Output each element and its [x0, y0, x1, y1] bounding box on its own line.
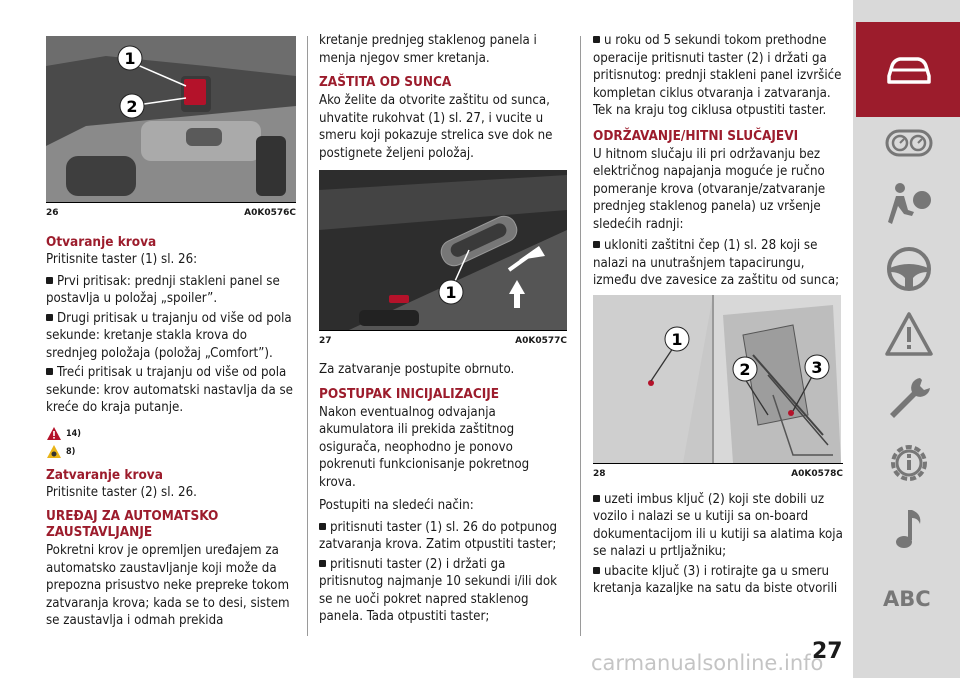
paragraph: Za zatvaranje postupite obrnuto. [319, 362, 515, 377]
column-divider [307, 36, 308, 636]
airbag-icon[interactable] [884, 180, 934, 230]
bullet-item [46, 273, 296, 308]
figure-26 [46, 36, 296, 202]
bullet-item [593, 237, 843, 290]
warning-icon[interactable] [884, 310, 934, 360]
figure-number: 28 [593, 468, 606, 479]
bullet-text: ubacite ključ (3) i rotirajte ga u smeru kretanja kazaljke na satu da biste otvorili [593, 563, 838, 596]
paragraph: Pokretni krov je opremljen uređajem za automatsko zaustavljanje koji može da prepozna prisustvo neke prepreke tokom zatvaranja krova; kada se to desi, sistem se zaustavlja i odmah prekida [46, 543, 290, 628]
paragraph: Nakon eventualnog odvajanja akumulatora ili prekida zaštitnog osigurača, neophodno je ponovo pokrenuti funkcionisanje pokretnog krova. [319, 404, 530, 490]
heading-auto-stop-device: UREĐAJ ZA AUTOMATSKO ZAUSTAVLJANJE [46, 508, 219, 540]
callout: 1 [445, 283, 457, 302]
heading-open-roof: Otvaranje krova [46, 234, 157, 250]
paragraph: Ako želite da otvorite zaštitu od sunca, uhvatite rukohvat (1) sl. 27, i vucite u smeru koji pokazuje strelica sve dok ne postignete željeni položaj. [319, 93, 553, 161]
bullet-text: uzeti imbus ključ (2) koji ste dobili uz vozilo i nalazi se u kutiji sa on-board dokumentacijom ili u kutiji sa alatima koja se nalazi u prtljažniku; [593, 491, 843, 559]
column-2 [319, 32, 567, 626]
warning-ref-number: 14) [66, 428, 81, 439]
figure-28 [593, 295, 841, 463]
dashboard-icon[interactable] [884, 118, 934, 168]
caution-ref [46, 443, 296, 461]
paragraph: Pritisnite taster (1) sl. 26: [46, 252, 198, 267]
bullet-item [46, 364, 296, 417]
callout: 2 [126, 97, 138, 116]
bullet-text: pritisnuti taster (2) i držati ga pritisnutog najmanje 10 sekundi i/ili dok se ne uoči pokret napred staklenog panela. Tada otpustiti taster; [319, 556, 557, 624]
page-number: 27 [812, 639, 843, 664]
steering-wheel-icon[interactable] [884, 244, 934, 294]
figure-27-caption [319, 330, 567, 346]
bullet-text: pritisnuti taster (1) sl. 26 do potpunog zatvaranja krova. Zatim otpustiti taster; [319, 519, 558, 552]
column-divider [580, 36, 581, 636]
callout: 1 [124, 49, 136, 68]
bullet-text: ukloniti zaštitni čep (1) sl. 28 koji se nalazi na unutrašnjem tapacirungu, između dve zavesice za zaštitu od sunca; [593, 238, 840, 288]
heading-sun-protection: ZAŠTITA OD SUNCA [319, 74, 452, 90]
bullet-text: Treći pritisak u trajanju od više od pola sekunde: krov automatski nastavlja da se kreće do kraja putanje. [46, 365, 293, 415]
caution-ref-number: 8) [66, 446, 76, 457]
music-note-icon[interactable] [884, 504, 934, 554]
figure-26-image [46, 36, 296, 202]
figure-number: 26 [46, 208, 59, 218]
bullet-item [46, 310, 296, 363]
column-3 [593, 32, 843, 598]
heading-emergency: ODRŽAVANJE/HITNI SLUČAJEVI [593, 127, 799, 144]
figure-number: 27 [319, 336, 332, 346]
paragraph: kretanje prednjeg staklenog panela i menja njegov smer kretanja. [319, 33, 537, 66]
car-icon[interactable] [884, 44, 934, 94]
abc-index-icon[interactable]: ABC [883, 587, 931, 611]
bullet-text: u roku od 5 sekundi tokom prethodne operacije pritisnuti taster (2) i držati ga pritisnutog: prednji stakleni panel izvršiće kompletan ciklus otvaranja i zatvaranja. Tek na kraju tog ciklusa otpustiti taster. [593, 33, 842, 118]
bullet-item [593, 32, 843, 120]
figure-28-caption [593, 463, 843, 479]
bullet-item [319, 556, 567, 626]
figure-27 [319, 170, 567, 330]
heading-close-roof: Zatvaranje krova [46, 466, 163, 483]
bullet-text: Prvi pritisak: prednji stakleni panel se postavlja u položaj „spoiler”. [46, 273, 280, 306]
figure-code: A0K0576C [244, 208, 296, 218]
figure-code: A0K0578C [791, 468, 843, 479]
watermark: carmanualsonline.info [591, 651, 824, 675]
figure-27-image [319, 170, 567, 330]
warning-ref [46, 425, 296, 443]
callout: 3 [811, 357, 823, 377]
wrench-icon[interactable] [884, 374, 934, 424]
figure-code: A0K0577C [515, 336, 567, 346]
paragraph: U hitnom slučaju ili pri održavanju bez električnog napajanja moguće je ručno pomeranje krova (otvaranje/zatvaranje prednjeg staklenog panela) uz vršenje sledećih radnji: [593, 146, 826, 232]
column-1 [46, 0, 296, 630]
callout: 2 [739, 359, 751, 379]
callout: 1 [671, 329, 683, 349]
gear-info-icon[interactable] [884, 438, 934, 488]
heading-initialization: POSTUPAK INICIJALIZACIJE [319, 385, 500, 402]
bullet-item [319, 519, 567, 554]
figure-26-caption [46, 202, 296, 218]
bullet-text: Drugi pritisak u trajanju od više od pola sekunde: kretanje stakla krova do srednjeg položaja (položaj „Comfort”). [46, 310, 292, 361]
warning-triangle-icon [46, 426, 62, 441]
bullet-item [593, 563, 843, 598]
figure-28-image [593, 295, 841, 463]
bullet-item [593, 491, 843, 561]
caution-hand-icon [46, 444, 62, 459]
paragraph: Pritisnite taster (2) sl. 26. [46, 484, 197, 500]
paragraph: Postupiti na sledeći način: [319, 498, 474, 513]
